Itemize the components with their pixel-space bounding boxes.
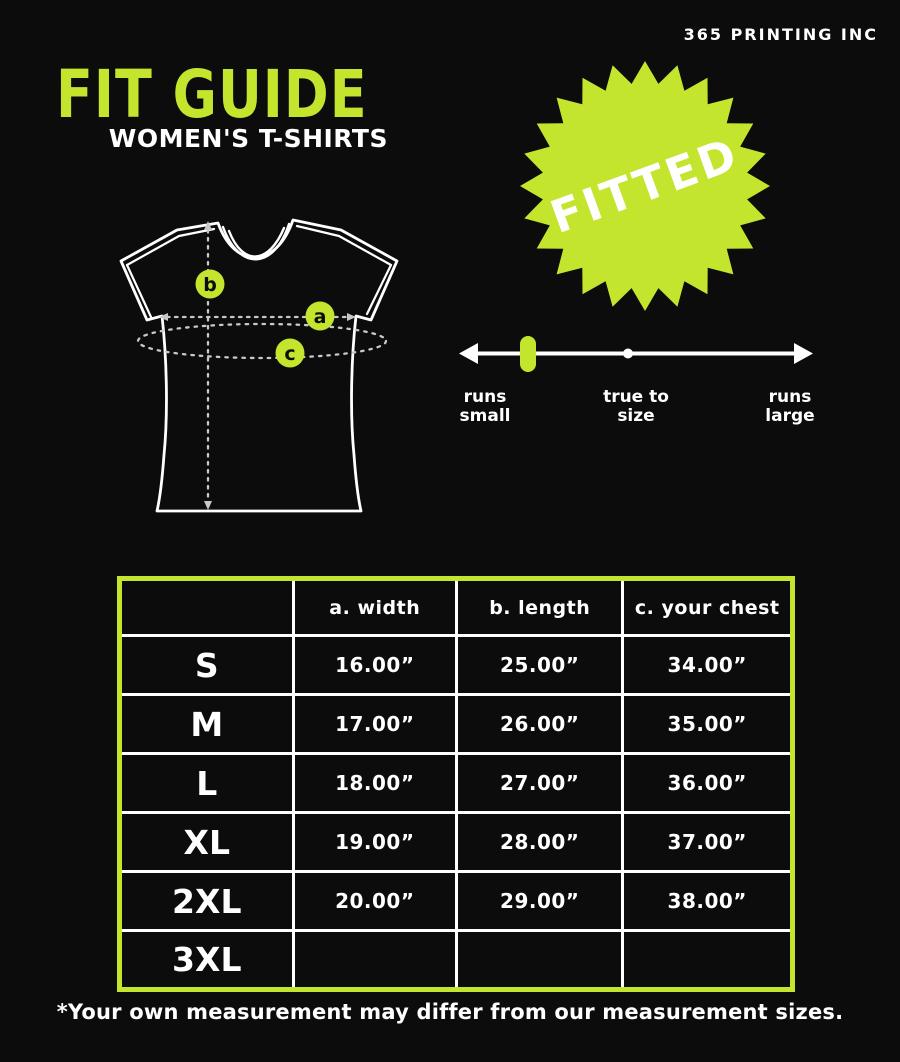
scale-right-arrowhead: [794, 343, 813, 364]
fitted-badge: [515, 56, 775, 316]
header-empty: [120, 579, 294, 636]
point-b-label: b: [203, 274, 217, 296]
chest-dotted-ellipse: [138, 324, 386, 358]
table-row: 2XL 20.00” 29.00” 38.00”: [120, 872, 793, 931]
guide-arrowheads: [159, 221, 356, 510]
diagram-point-markers: [196, 270, 335, 368]
scale-label-runs-small: runs small: [459, 387, 511, 426]
footnote: *Your own measurement may differ from our measurement sizes.: [56, 1000, 844, 1024]
scale-center-dot: [623, 349, 633, 359]
table-header-row: [120, 579, 793, 636]
brand-name: 365 PRINTING INC: [683, 25, 878, 44]
scale-label-true-to-size: true to size: [603, 387, 669, 426]
fit-scale: [450, 330, 820, 380]
table-row: XL 19.00” 28.00” 37.00”: [120, 813, 793, 872]
header-length: b. length: [457, 579, 623, 636]
header-width: a. width: [293, 579, 456, 636]
page-subtitle: WOMEN'S T-SHIRTS: [108, 124, 388, 153]
tshirt-diagram: [100, 190, 430, 530]
scale-left-arrowhead: [459, 343, 478, 364]
page-title: FIT GUIDE: [56, 56, 368, 133]
table-row: 3XL: [120, 931, 793, 990]
header-chest: c. your chest: [623, 579, 793, 636]
table-row: M 17.00” 26.00” 35.00”: [120, 695, 793, 754]
fitted-badge-label: FITTED: [543, 127, 746, 244]
table-row: S 16.00” 25.00” 34.00”: [120, 636, 793, 695]
measurement-guides: [138, 230, 386, 502]
scale-label-runs-large: runs large: [765, 387, 815, 426]
point-a-label: a: [313, 306, 327, 328]
scale-marker: [520, 336, 536, 372]
size-table: [117, 576, 795, 992]
tshirt-outline: [121, 220, 397, 511]
table-row: L 18.00” 27.00” 36.00”: [120, 754, 793, 813]
point-c-label: c: [284, 343, 296, 365]
